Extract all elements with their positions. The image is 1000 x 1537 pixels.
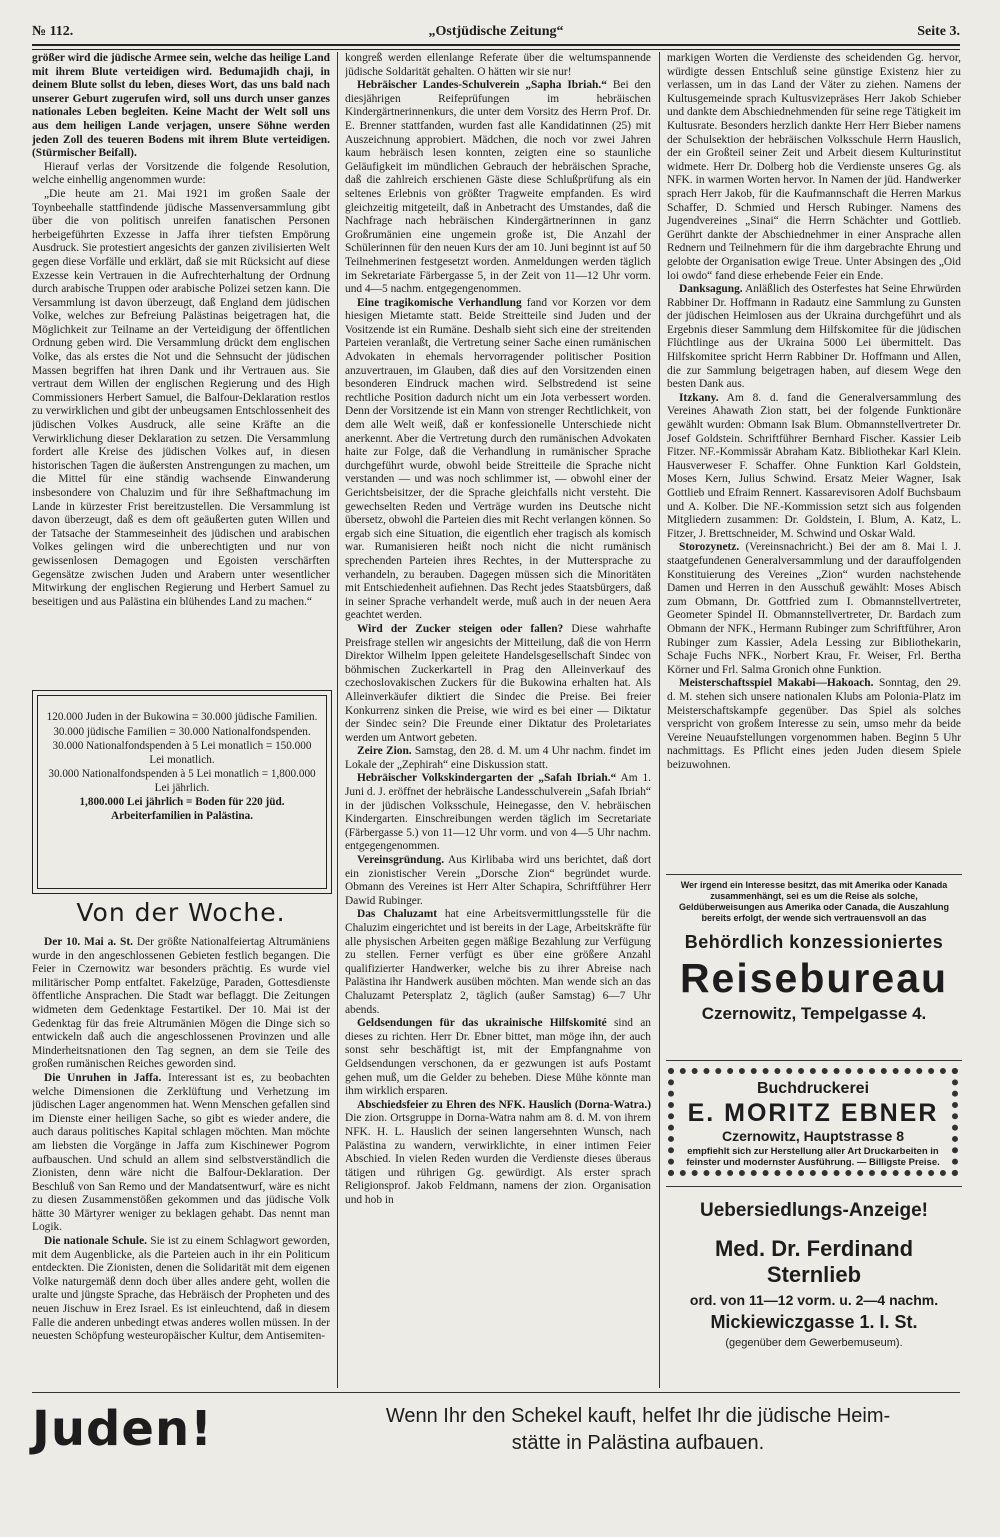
ad-note: (gegenüber dem Gewerbemuseum). xyxy=(725,1337,903,1349)
paragraph-text: Am 1. Juni d. J. eröffnet der hebräische Landesschulverein „Safah Ibriah“ in der jüdischen Volksschule, Heinegasse, den V. hebräischen Kindergarten. Einschreibungen werden täglich im Secretariate (Färbergasse 5.) von 11—12 Uhr vorm. und von 4—5 Uhr nachm. entgegengenommen. xyxy=(345,772,651,853)
stat-line: 30.000 jüdische Familien = 30.000 Nationalfondspenden. xyxy=(53,725,311,738)
issue-number: № 112. xyxy=(32,24,74,39)
subhead: Das Chaluzamt xyxy=(357,908,438,921)
ad-uebersiedlung xyxy=(666,1200,962,1349)
ad-headline: Uebersiedlungs-Anzeige! xyxy=(699,1200,929,1221)
ad-separator xyxy=(666,1060,962,1061)
article-paragraph: Hierauf verlas der Vorsitzende die folgende Resolution, welche einhellig angenommen wurde: xyxy=(32,160,330,187)
stat-line: 30.000 Nationalfondspenden à 5 Lei monatlich = 150.000 Lei monatlich. xyxy=(52,740,312,766)
column-2 xyxy=(345,52,651,1388)
paragraph-text: Diese wahrhafte Preisfrage stellen wir angesichts der Mitteilung, daß die von Herrn Direktor Wilhelm Ippen geleitete Handelsgesellschaft Sindec von böhmischen Zuckerkartell in Prag den Alleinverkauf des czechoslovakischen Zuckers für die Bukowina erhalten hat. Als Alleinverkäufer diktiert die Sindec die Preise. Bei freier Konkurrenz sinken die Preise, wie wird es bei einer — Diktatur der Sindec sein? Die Freunde einer Diktatur des Proletariates werden um Antwort gebeten. xyxy=(345,622,651,744)
ad-buchdruckerei xyxy=(668,1068,958,1176)
footer-banner xyxy=(32,1392,960,1463)
paragraph-text: Die zion. Ortsgruppe in Dorna-Watra nahm am 8. d. M. von ihrem NFK. H. L. Hauslich der seinen langersehnten Wunsch, nach Palästina zu wandern, verwirklichte, in einer intimen Feier Abschied. In vielen Reden wurden die Verdienste dieses überaus tätigen und rührigen Gg. gewürdigt. Als erster sprach Religionsprof. Jakob Feldmann, namens der zion. Organisation und hob in xyxy=(345,1112,651,1206)
paragraph-text: Bei den diesjährigen Reifeprüfungen im hebräischen Kindergärtnerinnenkurs, die unter dem Vorsitz des Herrn Prof. Dr. E. Brenner stattfanden, wurden fast alle Kandidatinnen (25) mit Auszeichnung approbiert. Mädchen, die noch vor zwei Jahren kaum hebräisch lesen konnten, zeigten eine so staunliche Geläufigkeit im mündlichen Gebrauch der hebräischen Sprache, daß die zahlreich erschienen Gäste diese Schlußprüfung als ein seltenes Erlebnis von größter Tragweite empfanden. Es wird gleichzeitig mitgeteilt, daß in Anbetracht des Umstandes, daß die Nachfrage nach hebräischen Kindergärtnerinnen in ganz Großrumänien eine ungemein große ist, Die Anzahl der Schülerinnen für den neuen Kurs der am 10. Juni beginnt ist auf 50 Teilnehmerinen festgesetzt worden. Anmeldungen werden täglich im Sekretariate Färbergasse 5, in der Zeit von 11—12 Uhr vorm. und 4—5 nachm. entgegengenommen. xyxy=(345,79,651,296)
newspaper-title: „Ostjüdische Zeitung“ xyxy=(428,24,564,39)
column-rule-1 xyxy=(337,52,338,1388)
ad-address: Mickiewiczgasse 1. I. St. xyxy=(710,1312,918,1332)
statistics-box xyxy=(32,690,332,894)
column-rule-2 xyxy=(659,52,660,1388)
subhead: Vereinsgründung. xyxy=(357,854,445,867)
paragraph-text: Am 8. d. fand die Generalversammlung des Vereines Ahawath Zion statt, bei der folgende Funktionäre gewählt wurden: Obmann Isak Blum. Obmannstellvertreter Dr. Josef Goldstein. Schriftführer Bernhard Fischer. Kassier Leib Fitzer. NF.-Kommissär Abraham Katz. Bibliothekar Karl Klein. Hausverweser F. Schaffer. Ohne Funktion Karl Goldstein, Moses Kern, Julius Schwind. Ersatz Meier Wagner, Isak Gottlieb und Efraim Rennert. Kassarevisoren Adolf Buchsbaum und A. Kolber. Die NF.-Kommission setzt sich aus folgenden Mitgliedern zusammen: Dr. Goldstein, I. Blum, A. Katz, L. Fitzer, J. Brettschneider, M. Schwind und Oskar Wald. xyxy=(667,391,961,540)
stat-line: 1,800.000 Lei jährlich = Boden für 220 jüd. Arbeiterfamilien in Palästina. xyxy=(79,796,285,822)
ad-body: empfiehlt sich zur Herstellung aller Art Druckarbeiten in feinster und modernster Ausführung. — Billigste Preise. xyxy=(686,1146,940,1168)
subhead: Eine tragikomische Verhandlung xyxy=(357,296,522,309)
column-3 xyxy=(667,52,961,870)
footer-line: stätte in Palästina aufbauen. xyxy=(511,1432,765,1454)
subhead: Danksagung. xyxy=(679,283,743,296)
paragraph-text: Sie ist zu einem Schlagwort geworden, mit dem Augenblicke, als die Parteien auch in ihr ein Politicum entdeckten. Die Zionisten, denen die Solidarität mit dem eigenen Volke naturgemäß denn doch über alles andere geht, wollen die uralte und jüngste Sprache, das Hebräisch der Propheten und des neuen Jischuw in Erez Israel. Es ist einleuchtend, daß in diesem Falle die anderen unbedingt etwas anderes wollen müssen. In der neuesten Schöpfung westeuropäischer Kultur, dem Antisemiten- xyxy=(32,1235,330,1343)
paragraph-text: (Vereinsnachricht.) Bei der am 8. Mai l. J. staatgefundenen Generalversammlung und der darauffolgenden Konstituierung des Vereines „Zion“ wurden nachstehende Damen und Herren in den Ausschuß gewählt: Moses Abisch zum Obmann, Dr. Gottfried zum I. Obmannstellvertreter, Geometer Spindel II. Obmannstellvertreter, Dr. Bardach zum Obmann der NFK., Hermann Rubinger zum Schriftführer, Aron Rubinger zum Kassier, Adela Lessing zur Bibliothekarin, Schaje Fuchs NFK., Norbert Krau, Fr. Weiser, Frl. Bertha Körner und Frl. Salma Gronich ohne Funktion. xyxy=(667,541,961,676)
subhead: Hebräischer Volkskindergarten der „Safah Ibriah.“ xyxy=(357,772,617,785)
stat-line: 120.000 Juden in der Bukowina = 30.000 jüdische Familien. xyxy=(46,711,318,723)
ad-separator xyxy=(666,874,962,875)
subhead: Die nationale Schule. xyxy=(44,1235,147,1248)
ad-line: Behördlich konzessioniertes xyxy=(684,932,944,952)
ad-hours: ord. von 11—12 vorm. u. 2—4 nachm. xyxy=(689,1292,939,1308)
subhead: Storozynetz. xyxy=(679,541,740,554)
header-rule xyxy=(32,44,960,50)
section-title-von-der-woche: Von der Woche. xyxy=(76,898,286,927)
paragraph-text: hat eine Arbeitsvermittlungsstelle für die Chaluzim eingerichtet und ist bereits in der Lage, Arbeitskräfte für alle physischen Arbeiten gegen mäßige Bezahlung zur Verfügung zu stellen. Ferner verfügt es über eine größere Anzahl qualifizierter Handwerker, welche bis zu ihrer Abreise nach Palästina ihr Handwerk ausüben möchten. Man wende sich an das Chaluzamt Petersplatz 2, täglich (außer Samstag) 6—7 Uhr abends. xyxy=(345,908,651,1016)
ad-headline: E. MORITZ EBNER xyxy=(687,1099,939,1127)
ad-address: Czernowitz, Hauptstrasse 8 xyxy=(721,1128,905,1144)
subhead: Abschiedsfeier zu Ehren des NFK. Hauslich (Dorna-Watra.) xyxy=(357,1098,651,1111)
paragraph-text: Sonntag, den 29. d. M. stehen sich unsere nationalen Klubs am Polonia-Platz im Meisterschaftskampfe gegenüber. Das Spiel als solches verspricht von großem Interesse zu sein, umso mehr da beide Vereine Neuaufstellungen vorgenommen haben. Beginn 5 Uhr nachmittags. Es Pflicht eines jeden Juden diesem Spiele beizuwohnen. xyxy=(667,677,961,771)
ad-line: Buchdruckerei xyxy=(756,1080,870,1097)
subhead: Der 10. Mai a. St. xyxy=(44,936,133,948)
column-1-article xyxy=(32,52,330,684)
ad-headline: Reisebureau xyxy=(679,955,949,1001)
subhead: Geldsendungen für das ukrainische Hilfskomité xyxy=(357,1017,607,1030)
paragraph-text: Interessant ist es, zu beobachten welche Dimensionen die Zerklüftung und Verhetzung im jüdischen Lager angenommen hat. Wenn Menschen gefallen sind im Dienste einer heiligen Sache, so gibt es wieder andere, die auch daraus politisches Kapital schlagen möchten. Man möchte am liebsten die Vorgänge in Jaffa zum Kischinewer Pogrom aufbauschen. Und schuld an allem sind selbstverständlich die Zionisten, denn wäre nicht die Balfour-Deklaration. Der Beschluß von San Remo und der Mandatsentwurf, wäre es nicht zu diesen Zusammenstößen gekommen und das jüdische Volk hätte 30 Märtyrer weniger zu beklagen gehabt. Das nennt man Logik. xyxy=(32,1071,330,1234)
article-paragraph: größer wird die jüdische Armee sein, welche das heilige Land mit ihrem Blute verteidigen wird. Bedumajidh chaji, in deinem Blute sollst du leben, dieses Wort, das uns bald nach unserer Geburt zugerufen wird, soll uns durch unser ganzes nationales Leben begleiten. Keine Macht der Welt soll uns aus dem heiligen Lande verjagen, unsere Söhne werden jeden Zoll des teueren Bodens mit ihrem Blute verteidigen. (Stürmischer Beifall). xyxy=(32,52,330,160)
paragraph-text: Aus Kirlibaba wird uns berichtet, daß dort ein zionistischer Verein „Dorsche Zion“ begründet wurde. Obmann des Vereines ist Herr Alter Schapira, Schriftführer Herr Dawid Rubinger. xyxy=(345,854,651,907)
paragraph-text: Samstag, den 28. d. M. um 4 Uhr nachm. findet im Lokale der „Zephirah“ eine Diskussion statt. xyxy=(345,745,651,771)
subhead: Zeire Zion. xyxy=(357,745,412,758)
resolution-paragraph: „Die heute am 21. Mai 1921 im großen Saale der Toynbeehalle stattfindende jüdische Massenversammlung gibt über die von politisch unreifen fanatischen Personen herbeigeführten Exzesse in Jaffa ihrer tiefsten Empörung Ausdruck. Sie protestiert angesichts der ganzen zivilisierten Welt gegen diese Vorfälle und erklärt, daß sie mit Rücksicht auf diese Exzesse kein Vertrauen in die Aufrechterhaltung der Ordnung durch arabische Truppen oder arabische Polizei setzen kann. Die Versammlung ist davon überzeugt, daß England dem jüdischen Volke, welches zur Befreiung Palästinas beigetragen hat, die Möglichkeit zur Teilname an der Verteidigung der öffentlichen Ordnung geben wird. Die Versammlung drückt dem englischen Volke, das als erstes die Not und die Sehnsucht der jüdischen Massen begriffen hat ihren Dank und ihr Vertrauen aus. Sie vertraut dem Willen der englischen Regierung und des High Commissioners Herbert Samuel, die Balfour-Deklaration restlos zu verwirklichen und gibt der unbeugsamen Entschlossenheit des jüdischen Volkes Ausdruck, alle seine Kräfte an die Verwirklichung dieser Deklaration zu setzen. Die Versammlung fordert alle Kreise des jüdischen Volkes auf, in diesen historischen Tagen die äußersten Anstrengungen zu machen, um die Mittel für eine ständig wachsende Einwanderung insbesondere von Chaluzim und für ihre Seßhaftmachung im Lande in kürzester Frist bereitzustellen. Die Versammlung ist davon überzeugt, daß es dem oft geäußerten guten Willen und der Tatsache der Stammeseinheit des jüdischen und arabischen Volkes gelingen wird die unberechtigten und nur von gewissenlosen Demagogen und Egoisten verschärften Gegensätze zwischen Juden und Arabern unter wesentlicher Mitwirkung der englischen Regierung und Herbert Samuel zu beseitigen und aus Palästina ein blühendes Land zu machen.“ xyxy=(32,187,330,608)
page-header xyxy=(32,24,960,42)
ad-line: Med. Dr. Ferdinand Sternlieb xyxy=(714,1236,914,1287)
footer-line: Wenn Ihr den Schekel kauft, helfet Ihr die jüdische Heim- xyxy=(385,1405,891,1427)
subhead: Itzkany. xyxy=(679,391,719,404)
paragraph-text: markigen Worten die Verdienste des scheidenden Gg. hervor, würdigte dessen Entschluß seine günstige Existenz hier zu verlassen, um in das Land der Väter zu ziehen. Namens der Kultusgemeinde sprach Kultusvizepräses Herr Jakob Schieber und dankte dem Abschiednehmenden für seine rege Tätigkeit im Kultusrate. Besonders herzlich dankte Herr Herr Bieber namens der Schulsektion der hebräischen Volksschule Herrn Hauslich, der ein Großteil seiner Zeit und Arbeit diesem Kulturinstitut widmete. Herr Dr. Dolberg hob die Verdienste unseres Gg. als NFK. in warmen Worten hervor. In Namen der jüd. Handwerker sprach Herr Jakob, für die Kaufmannschaft die Herren Markus Schaffer, D. Schmied und Hersch Rubinger. Namens des Jugendvereines „Sinai“ die Herrn Schächter und Gottlieb. Gerührt dankte der Abschiednehmer in einer Ansprache allen Rednern und Teilnehmern für die ihm dargebrachte Ehrung und gelobte der Organisation ewige Treue. Unter Absingen des „Oid loi owdo“ fand diese erhebende Feier ein Ende. xyxy=(667,52,961,282)
paragraph-text: kongreß werden ellenlange Referate über die weltumspannende jüdische Soldarität gehalten. O hätten wir sie nur! xyxy=(345,52,651,78)
footer-headline: Juden! xyxy=(32,1401,214,1457)
subhead: Hebräischer Landes-Schulverein „Sapha Ibriah.“ xyxy=(357,79,607,92)
paragraph-text: sind an dieses zu richten. Herr Dr. Ebner bittet, man möge ihn, der auch sonst sehr beschäftigt ist, mit der Empfangnahme von Geldsendungen verschonen, da er gezwungen ist aufs Postamt gehen muß, um die Gelder zu beheben. Diese Mühe könnte man ihm wirklich ersparen. xyxy=(345,1017,651,1098)
subhead: Wird der Zucker steigen oder fallen? xyxy=(357,622,564,635)
paragraph-text: Der größte Nationalfeiertag Altrumäniens wurde in den angeschlossenen Gebieten festlich begangen. Die Feier in Czernowitz war besonders prächtig. Es wurde viel militärischer Pomp entfaltet. Fakelzüge, Paraden, Gottesdienste öffentliche Ansprachen. Die Stadt war beflaggt. Die Zeitungen widmeten dem Gedenktage Festartikel. Der 10. Mai ist der Gedenktag für das freie Altrumänien Mögen die Dinge sich so entwickeln daß auch die angeschlossenen Provinzen und alle Minderheitsnationen den Tag segnen, an dem sie Teile des großen rumänischen Reiches geworden sind. xyxy=(32,936,330,1071)
ad-reisebureau xyxy=(666,880,962,1024)
footer-text xyxy=(308,1403,968,1457)
ad-intro-text: Wer irgend ein Interesse besitzt, das mit Amerika oder Kanada zusammenhängt, sei es um die Reise als solche, Geldüberweisungen aus Amerika oder Canada, die Auszahlung bereits erfolgt, der wende sich vertrauensvoll an das xyxy=(679,880,949,923)
stat-line: 30.000 Nationalfondspenden à 5 Lei monatlich = 1,800.000 Lei jährlich. xyxy=(48,768,316,794)
subhead: Meisterschaftsspiel Makabi—Hakoach. xyxy=(679,677,874,690)
ad-address: Czernowitz, Tempelgasse 4. xyxy=(701,1004,927,1023)
paragraph-text: fand vor Korzen vor dem hiesigen Mietamte statt. Beide Streitteile sind Juden und der Vositzende ist ein Rumäne. Deshalb sieht sich eine der streitenden Parteien veranlaßt, die Vertretung seiner Sache einen rumänischen Advokaten in ehemals hervorragender politischer Position anzuvertrauen, im Glauben, daß dies auf den Vorsitzenden einen besonderen Eindruck machen wird. Selbstredend ist seine rechtliche Position dadurch nicht um ein Jota verbessert worden. Denn der Vorsitzende ist ein Mann von strenger Rechtlichkeit, von dem alle Welt weiß, daß er konfessionelle Unterschiede nicht anerkennt. Aber die Vertretung durch den rumänischen Advokaten haite zur Folge, daß die Verhandlung in rumänischer Sprache durchgeführt wurde, obwohl beide Streitteile die Sprache nicht verstanden — und was noch schlimmer ist, — obwohl einer der Gerichtsbeisitzer, der die Sprache gleichfalls nicht versteht. Die gewechselten Reden und Verträge wurden ins Deutsche nicht übersetz, obwohl die Parteien dies mit Recht verlangen können. So ergab sich eine Situation, die eigentlich eher tragisch als komisch war. Rumanisieren heißt noch nicht die nicht rumänisch sprechenden Parteien ihres Rechtes, in der Muttersprache zu verhandeln, zu berauben. Dagegen müssen sich die Minoritäten mit Entschiedenheit aufiehnen. Das Recht jedes Staatsbürgers, daß in seiner Sprache verhandelt werde, muß auch in der neuen Aera geachtet werden. xyxy=(345,296,651,622)
page-number: Seite 3. xyxy=(917,24,960,39)
column-1-woche xyxy=(32,936,330,1388)
paragraph-text: Anläßlich des Osterfestes hat Seine Ehrwürden Rabbiner Dr. Hoffmann in Radautz eine Sammlung zu Gunsten der jüdischen Heimlosen aus der Ukraina durchgeführt und als Ergebnis dieser Sammlung dem Hilfskomitee für die jüdischen Flüchtlinge aus der Ukraina 5000 Lei übermittelt. Das Hilfskomitee spricht Herrn Rabbiner Dr. Hoffmann und Allen, die zur Sammlung beigetragen haben, auf diesem Wege den besten Dank aus. xyxy=(667,283,961,391)
subhead: Die Unruhen in Jaffa. xyxy=(44,1071,162,1084)
ad-separator xyxy=(666,1186,962,1187)
